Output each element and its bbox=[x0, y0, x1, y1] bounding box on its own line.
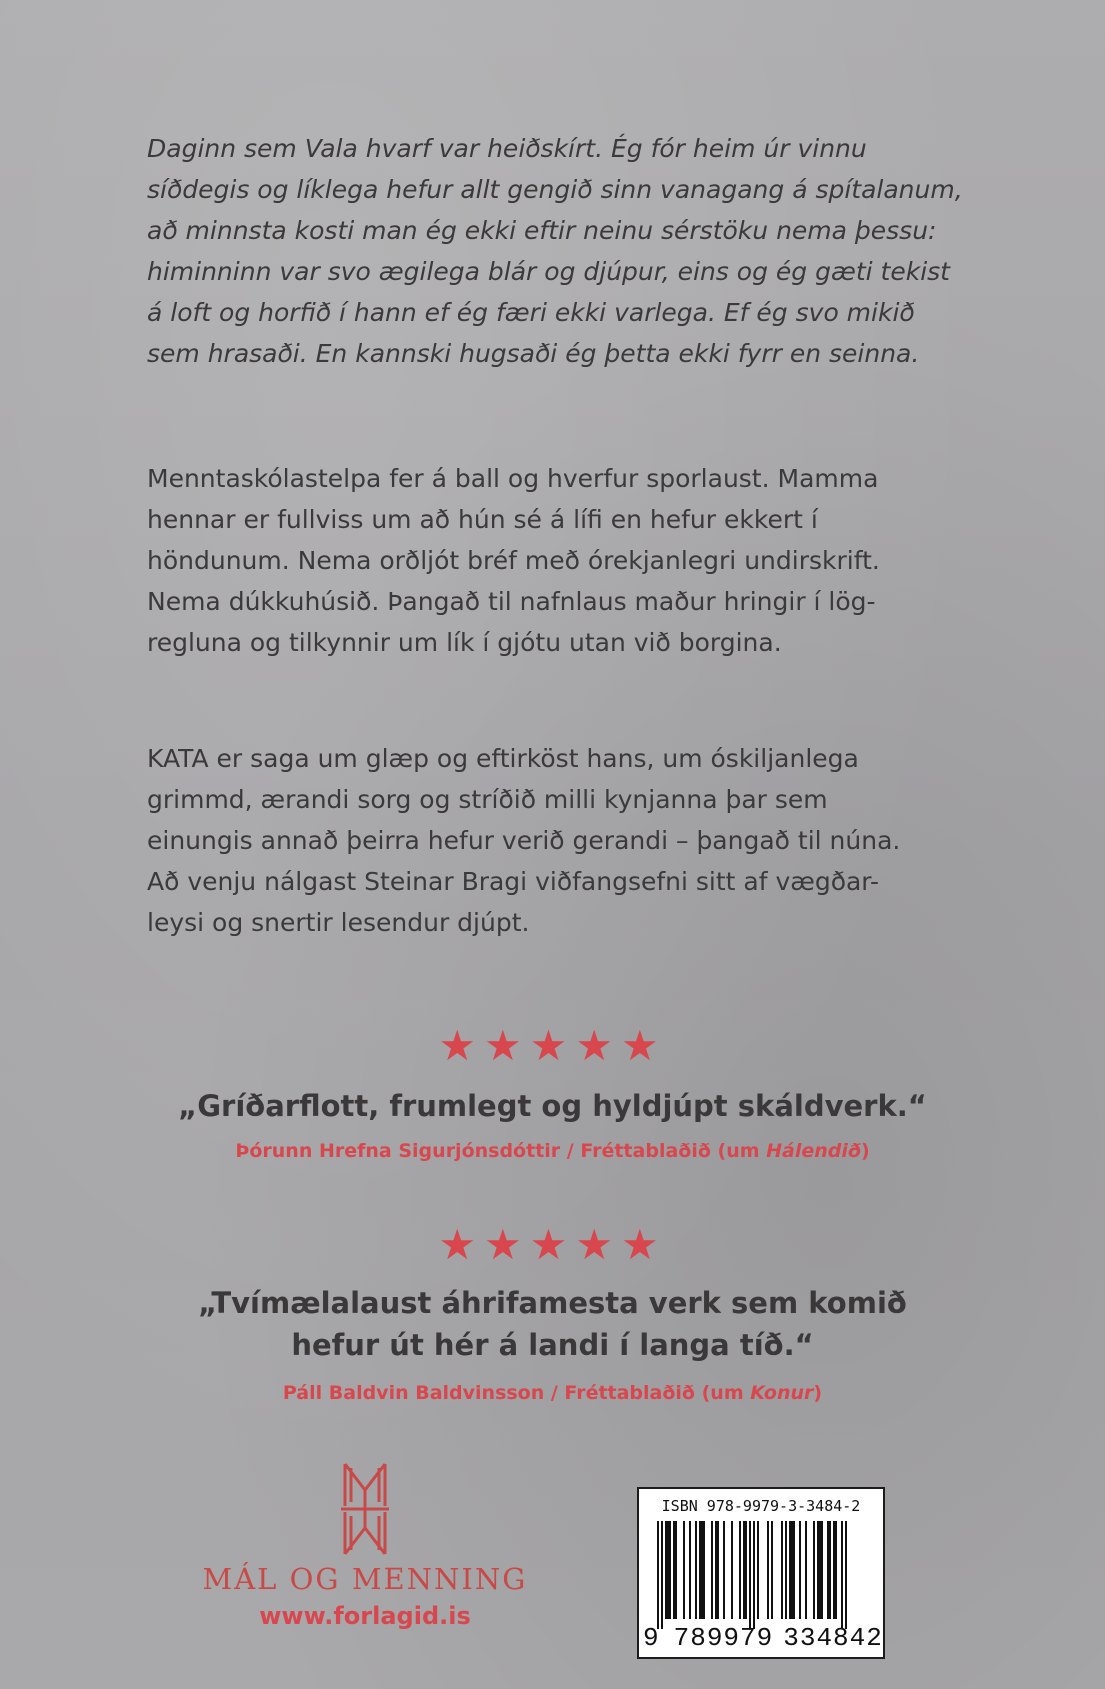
excerpt-line: himinninn var svo ægilega blár og djúpur, eins og ég gæti tekist bbox=[147, 257, 950, 286]
barcode-bar bbox=[695, 1521, 697, 1619]
barcode-bar bbox=[789, 1521, 791, 1619]
publisher-logo bbox=[195, 1462, 535, 1630]
barcode-bar bbox=[665, 1521, 667, 1619]
barcode-bar bbox=[827, 1521, 829, 1619]
barcode-bar bbox=[717, 1521, 719, 1619]
excerpt-line: á loft og horfið í hann ef ég færi ekki varlega. Ef ég svo mikið bbox=[147, 298, 915, 327]
isbn-barcode bbox=[637, 1487, 885, 1659]
barcode-bar bbox=[703, 1521, 705, 1619]
isbn-label: ISBN 978-9979-3-3484-2 bbox=[661, 1497, 861, 1515]
summary-line: höndunum. Nema orðljót bréf með órekjanlegri undirskrift. bbox=[147, 546, 880, 575]
about-line: Að venju nálgast Steinar Bragi viðfangsefni sitt af vægðar- bbox=[147, 867, 880, 896]
excerpt-line: Daginn sem Vala hvarf var heiðskírt. Ég fór heim úr vinnu bbox=[147, 134, 867, 163]
barcode-bar bbox=[657, 1521, 659, 1629]
review-quote bbox=[0, 1282, 1105, 1366]
summary-paragraph bbox=[147, 458, 977, 663]
barcode-bar bbox=[701, 1521, 703, 1619]
barcode-bars bbox=[657, 1521, 869, 1629]
review-quote-line: hefur út hér á landi í langa tíð.“ bbox=[291, 1328, 814, 1362]
barcode-bar bbox=[813, 1521, 815, 1619]
barcode-bar bbox=[819, 1521, 821, 1619]
barcode-bar bbox=[711, 1521, 713, 1619]
barcode-bar bbox=[739, 1521, 741, 1619]
critic-name: Þórunn Hrefna Sigurjónsdóttir / Fréttablaðið (um bbox=[235, 1140, 767, 1162]
barcode-bar bbox=[785, 1521, 787, 1619]
barcode-bar bbox=[821, 1521, 823, 1619]
about-paragraph bbox=[147, 738, 977, 943]
barcode-bar bbox=[753, 1521, 755, 1629]
barcode-bar bbox=[799, 1521, 801, 1619]
excerpt-paragraph bbox=[147, 128, 977, 374]
summary-line: Nema dúkkuhúsið. Þangað til nafnlaus maður hringir í lög- bbox=[147, 587, 876, 616]
summary-line: Menntaskólastelpa fer á ball og hverfur sporlaust. Mamma bbox=[147, 464, 879, 493]
barcode-bar bbox=[683, 1521, 685, 1619]
barcode-bar bbox=[841, 1521, 843, 1629]
barcode-bar bbox=[675, 1521, 677, 1619]
barcode-bar bbox=[745, 1521, 747, 1619]
barcode-bar bbox=[833, 1521, 835, 1619]
barcode-bar bbox=[715, 1521, 717, 1619]
barcode-bar bbox=[805, 1521, 807, 1619]
review-credit bbox=[0, 1138, 1105, 1164]
excerpt-line: að minnsta kosti man ég ekki eftir neinu sérstöku nema þessu: bbox=[147, 216, 937, 245]
barcode-bar bbox=[673, 1521, 675, 1619]
barcode-bar bbox=[749, 1521, 751, 1629]
barcode-bar bbox=[699, 1521, 701, 1619]
barcode-bar bbox=[817, 1521, 819, 1619]
barcode-bar bbox=[669, 1521, 671, 1619]
review-quote-line: „Gríðarflott, frumlegt og hyldjúpt skáldverk.“ bbox=[178, 1089, 927, 1123]
about-line: KATA er saga um glæp og eftirköst hans, um óskiljanlega bbox=[147, 744, 859, 773]
about-line: einungis annað þeirra hefur verið gerandi – þangað til núna. bbox=[147, 826, 901, 855]
reviewed-work: Konur bbox=[750, 1382, 814, 1404]
star-rating: ★★★★★ bbox=[438, 1220, 667, 1269]
ean-right-group: 334842 bbox=[783, 1623, 883, 1653]
barcode-bar bbox=[767, 1521, 769, 1619]
star-rating: ★★★★★ bbox=[438, 1021, 667, 1070]
review-credit bbox=[0, 1380, 1105, 1406]
barcode-bar bbox=[791, 1521, 793, 1619]
ean-digits bbox=[643, 1623, 883, 1653]
barcode-bar bbox=[781, 1521, 783, 1619]
summary-line: hennar er fullviss um að hún sé á lífi en hefur ekkert í bbox=[147, 505, 818, 534]
mm-monogram-icon bbox=[341, 1462, 389, 1556]
excerpt-line: sem hrasaði. En kannski hugsaði ég þetta ekki fyrr en seinna. bbox=[147, 339, 920, 368]
barcode-bar bbox=[661, 1521, 663, 1629]
barcode-bar bbox=[723, 1521, 725, 1619]
barcode-bar bbox=[757, 1521, 759, 1619]
barcode-bar bbox=[835, 1521, 837, 1619]
summary-line: regluna og tilkynnir um lík í gjótu utan við borgina. bbox=[147, 628, 782, 657]
about-line: grimmd, ærandi sorg og stríðið milli kynjanna þar sem bbox=[147, 785, 828, 814]
reviewed-work: Hálendið bbox=[766, 1140, 861, 1162]
excerpt-line: síðdegis og líklega hefur allt gengið sinn vanagang á spítalanum, bbox=[147, 175, 963, 204]
barcode-bar bbox=[771, 1521, 773, 1619]
review-quote-line: „Tvímælalaust áhrifamesta verk sem komið bbox=[198, 1286, 907, 1320]
ean-first-digit: 9 bbox=[643, 1623, 660, 1653]
barcode-bar bbox=[667, 1521, 669, 1619]
barcode-bar bbox=[743, 1521, 745, 1619]
barcode-bar bbox=[689, 1521, 691, 1619]
critic-name: Páll Baldvin Baldvinsson / Fréttablaðið (um bbox=[282, 1382, 751, 1404]
ean-left-group: 789979 bbox=[673, 1623, 774, 1653]
publisher-website-link[interactable]: www.forlagid.is bbox=[259, 1602, 471, 1630]
barcode-bar bbox=[731, 1521, 733, 1619]
credit-closing: ) bbox=[860, 1140, 870, 1162]
barcode-bar bbox=[793, 1521, 795, 1619]
barcode-bar bbox=[845, 1521, 847, 1629]
credit-closing: ) bbox=[813, 1382, 823, 1404]
about-line: leysi og snertir lesendur djúpt. bbox=[147, 908, 530, 937]
publisher-name: MÁL OG MENNING bbox=[202, 1562, 528, 1596]
review-quote bbox=[0, 1085, 1105, 1127]
barcode-bar bbox=[829, 1521, 831, 1619]
